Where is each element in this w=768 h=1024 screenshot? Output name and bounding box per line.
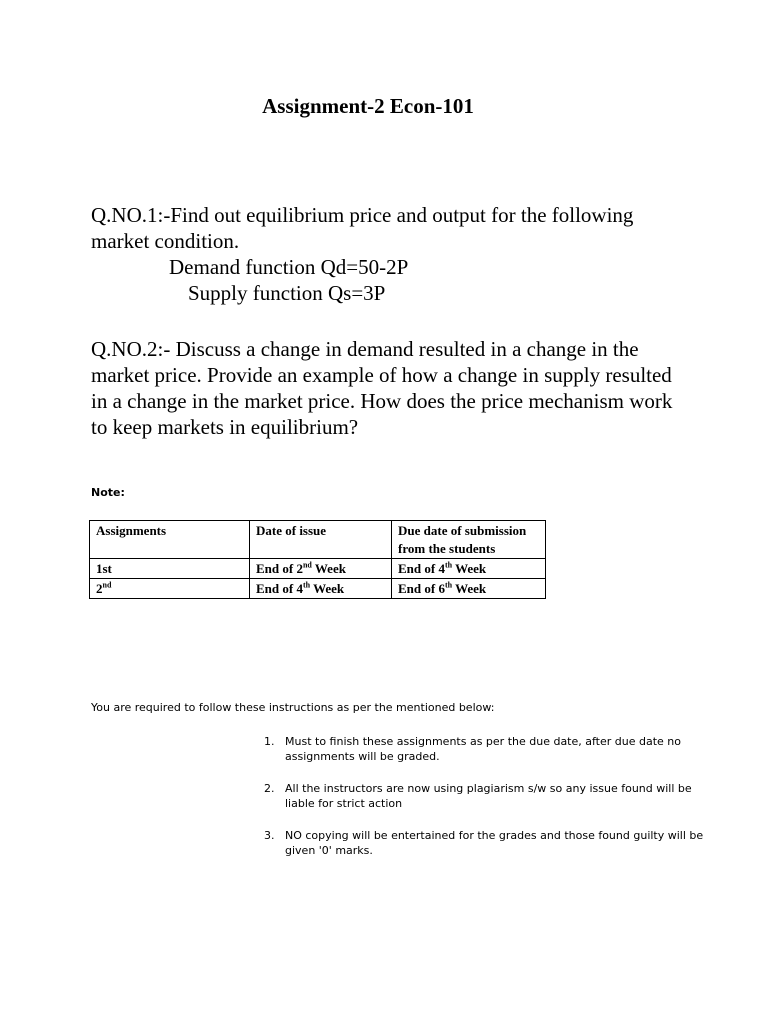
question-1-text: Q.NO.1:-Find out equilibrium price and output for the following market condition. bbox=[91, 203, 634, 253]
row-2-due-week: Week bbox=[452, 581, 487, 596]
row-1-issue-ordinal: nd bbox=[302, 560, 312, 570]
assignment-schedule-table bbox=[89, 520, 546, 599]
list-item bbox=[264, 734, 704, 764]
row-2-issue-ordinal: th bbox=[302, 580, 311, 590]
list-item bbox=[264, 828, 704, 858]
row-2-due-ordinal: th bbox=[444, 580, 453, 590]
row-1-due bbox=[392, 559, 546, 579]
demand-function: Demand function Qd=50-2P bbox=[169, 255, 409, 279]
row-2-issue-week: Week bbox=[310, 581, 345, 596]
row-1-due-text: End of 4 bbox=[398, 561, 445, 576]
question-1 bbox=[91, 202, 691, 306]
row-1-issue-week: Week bbox=[311, 561, 346, 576]
row-2-assignment-text: 2 bbox=[96, 581, 103, 596]
list-item-number: 2. bbox=[264, 782, 275, 795]
table-row bbox=[90, 579, 546, 599]
supply-function: Supply function Qs=3P bbox=[188, 281, 386, 305]
table-header-row bbox=[90, 521, 546, 559]
row-1-issue-text: End of 2 bbox=[256, 561, 303, 576]
row-1-due-ordinal: th bbox=[444, 560, 453, 570]
row-2-due bbox=[392, 579, 546, 599]
instructions-list bbox=[264, 734, 704, 875]
list-item bbox=[264, 781, 704, 811]
header-date-of-issue: Date of issue bbox=[250, 521, 392, 559]
instructions-intro: You are required to follow these instructions as per the mentioned below: bbox=[91, 701, 495, 714]
row-2-issue bbox=[250, 579, 392, 599]
row-1-due-week: Week bbox=[452, 561, 487, 576]
list-item-text: NO copying will be entertained for the grades and those found guilty will be given '0' marks. bbox=[285, 829, 704, 857]
row-1-assignment: 1st bbox=[90, 559, 250, 579]
header-assignments: Assignments bbox=[90, 521, 250, 559]
list-item-text: All the instructors are now using plagiarism s/w so any issue found will be liable for strict action bbox=[285, 782, 692, 810]
header-due-date: Due date of submission from the students bbox=[392, 521, 546, 559]
row-2-issue-text: End of 4 bbox=[256, 581, 303, 596]
row-1-issue bbox=[250, 559, 392, 579]
list-item-number: 1. bbox=[264, 735, 275, 748]
document-title: Assignment-2 Econ-101 bbox=[262, 94, 474, 118]
question-2-text: Q.NO.2:- Discuss a change in demand resulted in a change in the market price. Provide an example of how a change in supply resulted in a change in the market price. How does the price mechanism work to keep markets in equilibrium? bbox=[91, 337, 673, 439]
row-2-assignment bbox=[90, 579, 250, 599]
note-label: Note: bbox=[91, 486, 125, 499]
table-row bbox=[90, 559, 546, 579]
row-2-due-text: End of 6 bbox=[398, 581, 445, 596]
list-item-number: 3. bbox=[264, 829, 275, 842]
row-2-assignment-ordinal: nd bbox=[102, 580, 112, 590]
list-item-text: Must to finish these assignments as per the due date, after due date no assignments will be graded. bbox=[285, 735, 681, 763]
question-2 bbox=[91, 336, 691, 440]
